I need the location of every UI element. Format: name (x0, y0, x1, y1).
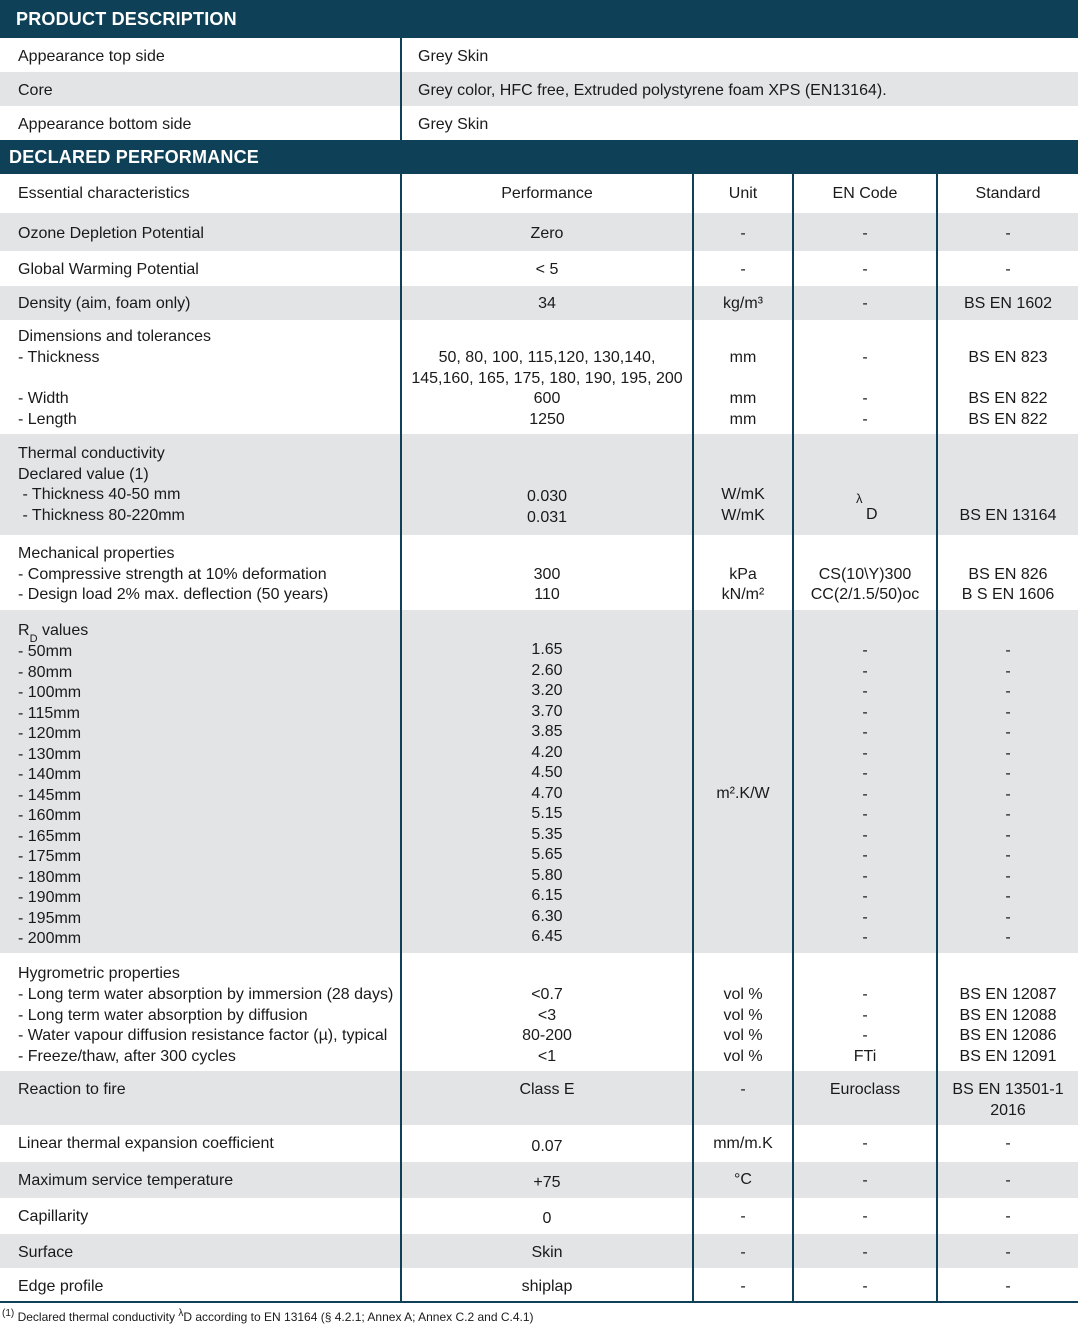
cell-unit: - (740, 225, 746, 242)
cell-std: - (1005, 929, 1011, 946)
cell-en: - (862, 986, 868, 1003)
cell-en: - (862, 1135, 868, 1152)
cell-std: - (1005, 1172, 1011, 1189)
row-label-mechanical: Mechanical properties (18, 545, 175, 562)
rd-row-label: - 100mm (18, 684, 82, 701)
cell-en: - (862, 888, 868, 905)
pd-value-core: Grey color, HFC free, Extruded polystyrene foam XPS (EN13164). (418, 82, 887, 99)
cell-perf: 600 (533, 390, 561, 407)
cell-perf: 80-200 (522, 1027, 572, 1044)
product-description-title: PRODUCT DESCRIPTION (16, 9, 237, 29)
cell-std: BS EN 822 (968, 411, 1048, 428)
row-label-thermal: Thermal conductivity (18, 445, 165, 462)
column-header-unit: Unit (728, 185, 758, 202)
cell-en: - (862, 703, 868, 721)
lambda-subscript: D (866, 506, 878, 523)
cell-std: - (1005, 826, 1011, 844)
cell-std: - (1005, 765, 1011, 782)
row-label-density: Density (aim, foam only) (18, 295, 191, 312)
cell-perf: 0.030 (526, 488, 568, 505)
cell-perf: 3.85 (531, 723, 563, 740)
cell-perf: 5.15 (531, 805, 563, 822)
cell-en: FTi (853, 1047, 877, 1065)
pd-value-bottom: Grey Skin (418, 116, 489, 133)
cell-en: CC(2/1.5/50)oc (810, 586, 920, 603)
row-sublabel-thickness: - Thickness (18, 349, 100, 366)
cell-perf: 4.20 (531, 743, 563, 761)
row-label-max-temperature: Maximum service temperature (18, 1172, 234, 1189)
cell-en: - (862, 826, 868, 844)
hygro-row-label: - Water vapour diffusion resistance factor (µ), typical (18, 1027, 388, 1044)
cell-perf: 0.031 (526, 509, 568, 526)
cell-perf: 2.60 (531, 661, 563, 679)
pd-label-top: Appearance top side (18, 48, 165, 65)
cell-en: - (862, 683, 868, 700)
cell-perf: shiplap (521, 1278, 573, 1295)
lambda-symbol: λ (856, 491, 863, 506)
row-label-surface: Surface (18, 1244, 74, 1261)
rd-row-label: - 80mm (18, 663, 73, 681)
column-header-en-code: EN Code (832, 185, 898, 202)
row-label-linear-expansion: Linear thermal expansion coefficient (18, 1135, 274, 1152)
cell-perf: <3 (537, 1006, 557, 1024)
cell-std: - (1005, 785, 1011, 803)
cell-en: - (862, 411, 868, 428)
cell-perf: 5.80 (531, 866, 563, 884)
rd-row-label: - 50mm (18, 643, 73, 660)
rd-row-label: - 190mm (18, 889, 82, 906)
rd-row-label: - 160mm (18, 807, 82, 824)
cell-perf: Zero (530, 225, 564, 242)
footnote-text: D according to EN 13164 (§ 4.2.1; Annex A; Annex C.2 and C.4.1) (183, 1310, 534, 1324)
rd-row-label: - 130mm (18, 745, 82, 763)
pd-label-core: Core (18, 82, 53, 99)
cell-en: - (862, 785, 868, 803)
row-sublabel-declared: Declared value (1) (18, 466, 149, 483)
rd-row-label: - 165mm (18, 827, 82, 845)
footnote-text: Declared thermal conductivity (14, 1310, 179, 1324)
cell-std: - (1005, 662, 1011, 680)
cell-unit: mm (729, 411, 757, 428)
rd-row-label: - 195mm (18, 909, 82, 927)
cell-en: - (862, 261, 868, 278)
cell-en: - (862, 1278, 868, 1295)
cell-std: - (1005, 724, 1011, 741)
column-header-performance: Performance (501, 185, 593, 202)
cell-unit: vol % (723, 1027, 763, 1044)
cell-perf: 34 (538, 295, 556, 312)
cell-unit: vol % (723, 986, 763, 1003)
rd-subscript: D (29, 633, 38, 646)
cell-std: - (1005, 1244, 1011, 1261)
cell-en: - (862, 765, 868, 782)
footnote-marker: (1) (2, 1308, 15, 1319)
cell-en: - (862, 1172, 868, 1189)
cell-en: - (862, 1027, 868, 1044)
cell-perf: 6.45 (531, 928, 563, 945)
cell-unit: - (740, 261, 746, 278)
cell-unit: kg/m³ (723, 295, 763, 312)
cell-unit: °C (734, 1171, 752, 1188)
cell-std: BS EN 826 (968, 566, 1048, 583)
divider (400, 38, 402, 140)
column-header-standard: Standard (975, 185, 1041, 202)
cell-std: BS EN 12086 (959, 1027, 1057, 1044)
cell-perf: < 5 (535, 261, 559, 278)
cell-std: 2016 (990, 1102, 1026, 1119)
cell-perf: 5.35 (531, 825, 563, 843)
row-label-ozone: Ozone Depletion Potential (18, 225, 204, 242)
cell-en: Euroclass (829, 1081, 901, 1098)
cell-en: - (862, 806, 868, 823)
cell-unit: - (740, 1208, 746, 1225)
row-label-edge-profile: Edge profile (18, 1278, 104, 1295)
cell-std: BS EN 822 (968, 390, 1048, 407)
rd-rest: values (37, 622, 89, 639)
cell-en: - (862, 744, 868, 762)
cell-std: - (1005, 806, 1011, 823)
row-label-gwp: Global Warming Potential (18, 261, 199, 278)
row-label-dimensions: Dimensions and tolerances (18, 328, 211, 345)
hygro-row-label: - Long term water absorption by diffusion (18, 1006, 308, 1024)
cell-en: - (862, 1244, 868, 1261)
row-label-hygrometric: Hygrometric properties (18, 965, 180, 982)
cell-unit: vol % (723, 1006, 763, 1024)
cell-unit: mm/m.K (713, 1135, 773, 1152)
cell-en: - (862, 867, 868, 885)
cell-en: - (862, 295, 868, 312)
declared-performance-title: DECLARED PERFORMANCE (9, 147, 260, 167)
cell-std: - (1005, 867, 1011, 885)
row-sublabel-length: - Length (18, 411, 77, 428)
rd-row-label: - 180mm (18, 868, 82, 886)
cell-unit: vol % (723, 1047, 763, 1065)
cell-unit: - (740, 1244, 746, 1261)
cell-std: - (1005, 642, 1011, 659)
cell-perf: Skin (531, 1244, 563, 1261)
row-sublabel-design-load: - Design load 2% max. deflection (50 years) (18, 586, 329, 603)
rd-row-label: - 140mm (18, 766, 82, 783)
rd-r: R (18, 622, 30, 639)
cell-en: CS(10\Y)300 (818, 566, 912, 583)
rd-row-label: - 145mm (18, 786, 82, 804)
footnote-lambda: λ (178, 1308, 184, 1319)
row-label-capillarity: Capillarity (18, 1208, 89, 1225)
cell-en: - (862, 225, 868, 242)
cell-en: - (862, 724, 868, 741)
cell-std: - (1005, 744, 1011, 762)
cell-std: BS EN 823 (968, 349, 1048, 366)
cell-perf: 3.70 (531, 702, 563, 720)
cell-perf: 3.20 (531, 682, 563, 699)
cell-std: - (1005, 225, 1011, 242)
cell-perf: 1.65 (531, 641, 563, 658)
pd-label-bottom: Appearance bottom side (18, 116, 192, 133)
cell-unit: m².K/W (716, 785, 770, 802)
pd-value-top: Grey Skin (418, 48, 489, 65)
hygro-row-label: - Freeze/thaw, after 300 cycles (18, 1047, 236, 1065)
cell-perf: 4.70 (531, 784, 563, 802)
cell-std: - (1005, 888, 1011, 905)
cell-perf: 4.50 (531, 764, 563, 781)
cell-std: - (1005, 1135, 1011, 1152)
cell-perf: <1 (537, 1047, 557, 1065)
cell-en: - (862, 642, 868, 659)
cell-unit: W/mK (721, 507, 765, 524)
cell-perf: 5.65 (531, 846, 563, 863)
cell-std: BS EN 12087 (959, 986, 1057, 1003)
cell-perf: 6.15 (531, 887, 563, 904)
row-sublabel-thickness-40-50: - Thickness 40-50 mm (18, 486, 181, 503)
cell-perf: 1250 (529, 411, 565, 428)
cell-perf: Class E (519, 1081, 575, 1098)
cell-unit: W/mK (721, 486, 765, 503)
cell-en: - (862, 349, 868, 366)
cell-std: B S EN 1606 (961, 586, 1055, 603)
cell-unit: mm (729, 349, 757, 366)
cell-std: BS EN 1602 (963, 295, 1053, 312)
cell-unit: mm (729, 390, 757, 407)
rd-row-label: - 175mm (18, 848, 82, 865)
cell-en: - (862, 1006, 868, 1024)
rd-row-label: - 200mm (18, 930, 82, 947)
footnote (2, 1308, 534, 1324)
cell-std: BS EN 12091 (959, 1047, 1057, 1065)
rd-row-label: - 120mm (18, 725, 82, 742)
hygro-row-label: - Long term water absorption by immersion (28 days) (18, 986, 394, 1003)
cell-en: - (862, 390, 868, 407)
column-header-characteristics: Essential characteristics (18, 185, 190, 202)
cell-std: - (1005, 703, 1011, 721)
cell-en: - (862, 662, 868, 680)
cell-std: - (1005, 847, 1011, 864)
cell-std: - (1005, 261, 1011, 278)
cell-en: - (862, 929, 868, 946)
cell-en: - (862, 1208, 868, 1225)
cell-perf: 145,160, 165, 175, 180, 190, 195, 200 (411, 370, 683, 387)
rd-row-label: - 115mm (18, 704, 80, 722)
cell-std: - (1005, 1208, 1011, 1225)
table-bottom-rule (0, 1301, 1078, 1303)
cell-en: - (862, 847, 868, 864)
cell-std: BS EN 13164 (959, 507, 1057, 524)
row-sublabel-thickness-80-220: - Thickness 80-220mm (18, 507, 185, 524)
column-divider (692, 174, 694, 1302)
cell-perf: 50, 80, 100, 115,120, 130,140, (438, 349, 656, 366)
cell-std: - (1005, 683, 1011, 700)
cell-perf: +75 (533, 1174, 561, 1191)
cell-std: - (1005, 1278, 1011, 1295)
row-sublabel-width: - Width (18, 390, 69, 407)
cell-perf: <0.7 (531, 986, 563, 1003)
cell-std: BS EN 13501-1 (952, 1081, 1064, 1098)
row-sublabel-compressive: - Compressive strength at 10% deformation (18, 566, 327, 583)
cell-perf: 300 (533, 566, 561, 583)
cell-perf: 0 (542, 1210, 552, 1227)
row-label-fire: Reaction to fire (18, 1081, 126, 1098)
cell-unit: - (740, 1278, 746, 1295)
cell-std: - (1005, 908, 1011, 926)
cell-perf: 6.30 (531, 907, 563, 925)
cell-unit: kN/m² (721, 586, 765, 603)
cell-unit: - (740, 1081, 746, 1098)
cell-perf: 110 (534, 586, 560, 603)
cell-unit: kPa (729, 566, 757, 583)
cell-en: - (862, 908, 868, 926)
cell-std: BS EN 12088 (959, 1006, 1057, 1024)
cell-perf: 0.07 (531, 1138, 563, 1155)
